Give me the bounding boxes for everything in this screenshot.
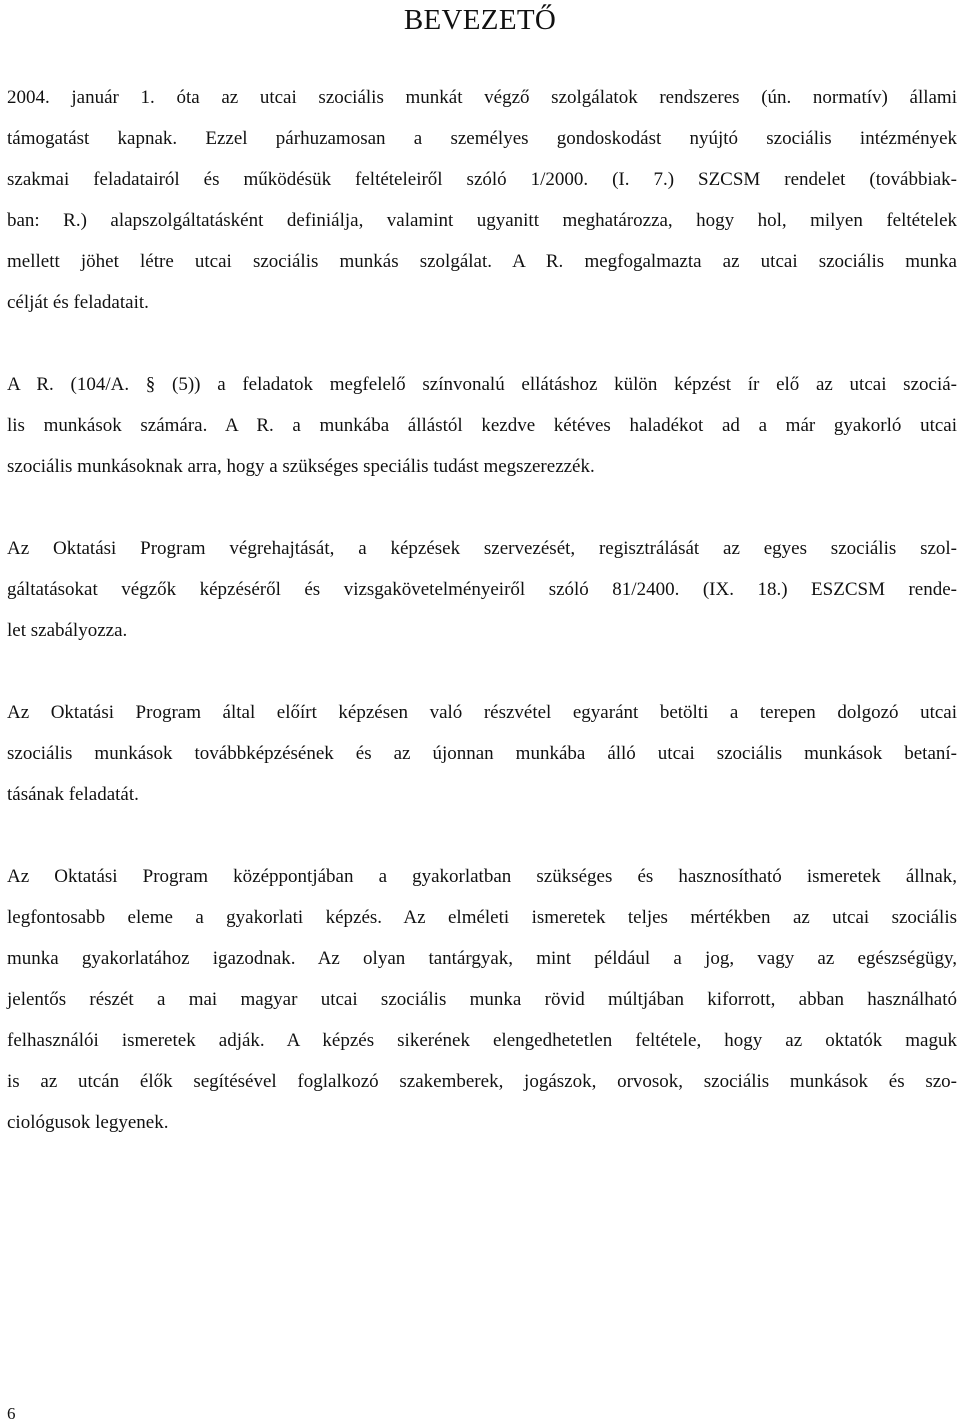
paragraph-line: ban: R.) alapszolgáltatásként definiálja, valamint ugyanitt meghatározza, hogy hol, milyen feltételek bbox=[7, 210, 957, 231]
paragraph-line: tásának feladatát. bbox=[7, 784, 139, 805]
paragraph-line: szociális munkások továbbképzésének és az újonnan munkába álló utcai szociális munkások betaní- bbox=[7, 743, 957, 764]
paragraph-line: legfontosabb eleme a gyakorlati képzés. Az elméleti ismeretek teljes mértékben az utcai szociális bbox=[7, 907, 957, 928]
paragraph-line: gáltatásokat végzők képzéséről és vizsgakövetelményeiről szóló 81/2400. (IX. 18.) ESZCSM rende- bbox=[7, 579, 957, 600]
paragraph-line: felhasználói ismeretek adják. A képzés sikerének elengedhetetlen feltétele, hogy az oktatók maguk bbox=[7, 1030, 957, 1051]
paragraph-program-regulation bbox=[7, 528, 957, 651]
paragraph-line: lis munkások számára. A R. a munkába állástól kezdve kétéves haladékot ad a már gyakorló utcai bbox=[7, 415, 957, 436]
paragraph-line: Az Oktatási Program végrehajtását, a képzések szervezését, regisztrálását az egyes szociális szol- bbox=[7, 538, 957, 559]
paragraph-line: 2004. január 1. óta az utcai szociális munkát végző szolgálatok rendszeres (ún. normatív) állami bbox=[7, 87, 957, 108]
paragraph-line: Az Oktatási Program középpontjában a gyakorlatban szükséges és hasznosítható ismeretek állnak, bbox=[7, 866, 957, 887]
paragraph-line: célját és feladatait. bbox=[7, 292, 149, 313]
paragraph-line: Az Oktatási Program által előírt képzésen való részvétel egyaránt betölti a terepen dolgozó utcai bbox=[7, 702, 957, 723]
paragraph-line: munka gyakorlatához igazodnak. Az olyan tantárgyak, mint például a jog, vagy az egészségügy, bbox=[7, 948, 957, 969]
page-number: 6 bbox=[7, 1404, 16, 1423]
paragraph-program-purpose bbox=[7, 692, 957, 815]
paragraph-training-requirement bbox=[7, 364, 957, 487]
paragraph-line: jelentős részét a mai magyar utcai szociális munka rövid múltjában kiforrott, abban használható bbox=[7, 989, 957, 1010]
paragraph-line: szakmai feladatairól és működésük feltételeiről szóló 1/2000. (I. 7.) SZCSM rendelet (továbbiak- bbox=[7, 169, 957, 190]
page-title: BEVEZETŐ bbox=[403, 4, 557, 36]
paragraph-line: let szabályozza. bbox=[7, 620, 128, 641]
paragraph-line: ciológusok legyenek. bbox=[7, 1112, 169, 1133]
paragraph-line: támogatást kapnak. Ezzel párhuzamosan a személyes gondoskodást nyújtó szociális intézmények bbox=[7, 128, 957, 149]
paragraph-line: is az utcán élők segítésével foglalkozó szakemberek, jogászok, orvosok, szociális munkások és szo- bbox=[7, 1071, 957, 1092]
paragraph-program-focus bbox=[7, 856, 957, 1143]
paragraph-line: szociális munkásoknak arra, hogy a szükséges speciális tudást megszerezzék. bbox=[7, 456, 595, 477]
paragraph-intro-regulation bbox=[7, 77, 957, 323]
paragraph-line: mellett jöhet létre utcai szociális munkás szolgálat. A R. megfogalmazta az utcai szociális munka bbox=[7, 251, 957, 272]
paragraph-line: A R. (104/A. § (5)) a feladatok megfelelő színvonalú ellátáshoz külön képzést ír elő az utcai szociá- bbox=[7, 374, 957, 395]
